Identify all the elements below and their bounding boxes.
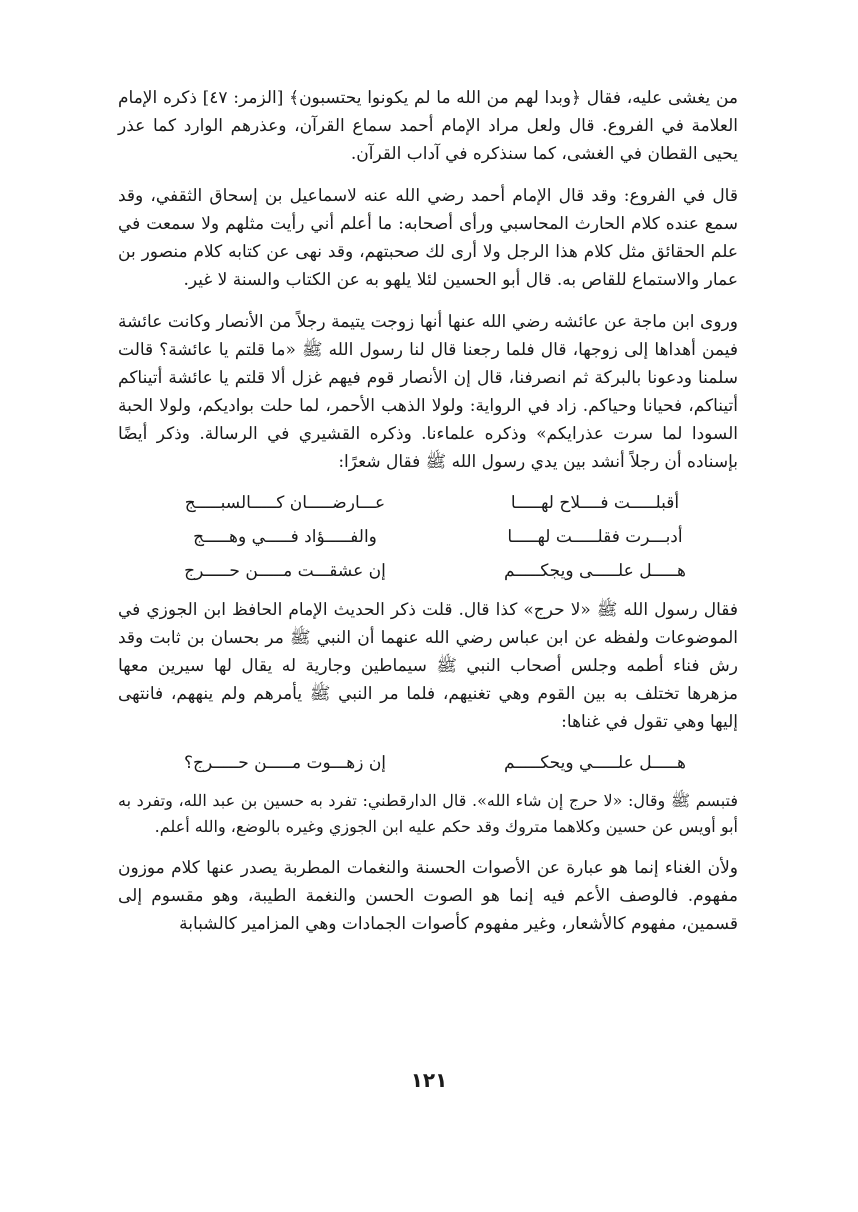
verse-first-hemistich: هـــــل علـــــي ويحكـــــم xyxy=(504,753,686,773)
poem-verses-second xyxy=(118,746,738,780)
poem-verse xyxy=(118,520,738,554)
verse-second-hemistich: والفـــــؤاد فـــــي وهـــــج xyxy=(193,527,377,547)
poem-verse xyxy=(118,486,738,520)
paragraph-daraqutni: فتبسم ﷺ وقال: «لا حرج إن شاء الله». قال الدارقطني: تفرد به حسين بن عبد الله، وتفرد به أبو أويس عن حسين وكلاهما متروك وقد حكم عليه ابن الجوزي وغيره بالوضع، والله أعلم. xyxy=(118,791,738,836)
verse-second-hemistich: إن زهـــوت مـــــن حـــــرج؟ xyxy=(183,753,387,773)
verse-second-hemistich: إن عشقـــت مـــــن حـــــرج xyxy=(184,561,386,581)
paragraph-no-harm: فقال رسول الله ﷺ «لا حرج» كذا قال. قلت ذكر الحديث الإمام الحافظ ابن الجوزي في الموضوعات ولفظه عن ابن عباس رضي الله عنهما أن النبي ﷺ مر بحسان بن ثابت وقد رش فناء أطمه وجلس أصحاب النبي ﷺ سيماطين وجارية له يقال لها سيرين معها مزهرها تختلف به بين القوم وهي تغنيهم، فلما مر النبي ﷺ يأمرهم ولم ينههم، فانتهى إليها وهي تقول في غناها: xyxy=(118,600,738,732)
poem-verses xyxy=(118,486,738,588)
poem-verse xyxy=(118,746,738,780)
poem-verse xyxy=(118,554,738,588)
paragraph-ibn-majah: وروى ابن ماجة عن عائشه رضي الله عنها أنها زوجت يتيمة رجلاً من الأنصار وكانت عائشة فيمن أهداها إلى زوجها، قال فلما رجعنا قال لنا رسول الله ﷺ «ما قلتم يا عائشة؟ قالت سلمنا ودعونا بالبركة ثم انصرفنا، قال إن الأنصار قوم فيهم غزل ألا قلتم يا عائشة أتيناكم أتيناكم، فحيانا وحياكم. زاد في الرواية: ولولا الذهب الأحمر، لما حلت بواديكم، ولولا الحبة السودا لما سرت عذرايكم» وذكره علماءنا. وذكره القشيري في الرسالة. وذكر أيضًا بإسناده أن رجلاً أنشد بين يدي رسول الله ﷺ فقال شعرًا: xyxy=(118,312,738,472)
page-body xyxy=(118,84,738,938)
verse-second-hemistich: عـــارضـــــان كـــــالسبـــــج xyxy=(184,493,386,513)
verse-first-hemistich: هـــــل علـــــى ويجكـــــم xyxy=(504,561,686,581)
paragraph-furu: قال في الفروع: وقد قال الإمام أحمد رضي الله عنه لاسماعيل بن إسحاق الثقفي، وقد سمع عنده كلام الحارث المحاسبي ورأى أصحابه: ما أعلم أني رأيت مثلهم ولا سمعت في علم الحقائق مثل كلام هذا الرجل ولا أرى لك صحبتهم، وقد نهى عن كتابه كلام منصور بن عمار والاستماع للقاص به. قال أبو الحسين لئلا يلهو به عن الكتاب والسنة لا غير. xyxy=(118,186,738,290)
verse-first-hemistich: أدبـــرت فقلـــــت لهـــــا xyxy=(507,527,683,547)
verse-first-hemistich: أقبلـــــت فــــلاح لهـــــا xyxy=(510,493,680,513)
page-number: ١٢١ xyxy=(410,1068,448,1092)
paragraph-singing-definition: ولأن الغناء إنما هو عبارة عن الأصوات الحسنة والنغمات المطربة يصدر عنها كلام موزون مفهوم. فالوصف الأعم فيه إنما هو الصوت الحسن والنغمة الطيبة، وهو مقسوم إلى قسمين، مفهوم كالأشعار، وغير مفهوم كأصوات الجمادات وهي المزامير كالشبابة xyxy=(118,858,738,934)
paragraph-fainting: من يغشى عليه، فقال ﴿وبدا لهم من الله ما لم يكونوا يحتسبون﴾ [الزمر: ٤٧] ذكره الإمام العلامة في الفروع. قال ولعل مراد الإمام أحمد سماع القرآن، وعذرهم الوارد كما عذر يحيى القطان في الغشى، كما سنذكره في آداب القرآن. xyxy=(118,88,738,164)
